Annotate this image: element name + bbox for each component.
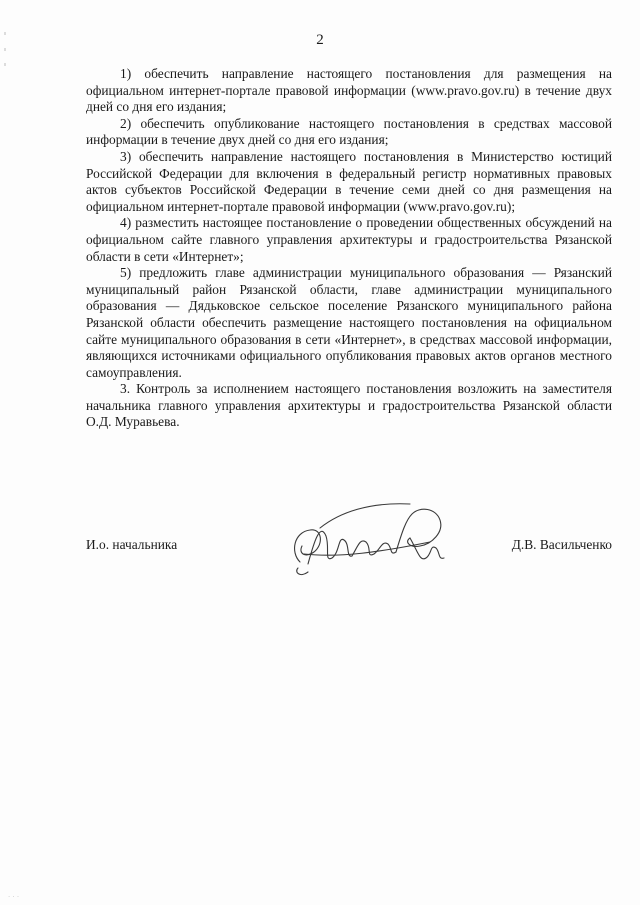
scan-footer-mark: · · · [8,893,20,901]
signatory-title: И.о. начальника [86,537,178,552]
handwritten-signature-icon [280,492,460,592]
paragraph-item-5: 5) предложить главе администрации муниципального образования — Рязанский муниципальный район Рязанской области, главе администрации муниципального образования — Дядьковское сельское поселение Рязанского муниципального района Рязанской области обеспечить размещение настоящего постановления на официальном сайте муниципального образования в сети «Интернет», в средствах массовой информации, являющихся источниками официального опубликования правовых актов органов местного самоуправления. [86,265,612,380]
paragraph-item-1: 1) обеспечить направление настоящего постановления для размещения на официальном интернет-портале правовой информации (www.pravo.gov.ru) в течение двух дней со дня его издания; [86,66,612,115]
document-body [86,66,612,431]
page-number: 2 [316,32,324,48]
paragraph-item-3: 3) обеспечить направление настоящего постановления в Министерство юстиций Российской Федерации для включения в федеральный регистр нормативных правовых актов субъектов Российской Федерации в течение семи дней со дня размещения на официальном интернет-портале правовой информации (www.pravo.gov.ru); [86,148,612,214]
paragraph-control-clause: 3. Контроль за исполнением настоящего постановления возложить на заместителя начальника главного управления архитектуры и градостроительства Рязанской области О.Д. Муравьева. [86,381,612,430]
paragraph-item-2: 2) обеспечить опубликование настоящего постановления в средствах массовой информации в течение двух дней со дня его издания; [86,115,612,148]
paragraph-item-4: 4) разместить настоящее постановление о проведении общественных обсуждений на официальном сайте главного управления архитектуры и градостроительства Рязанской области в сети «Интернет»; [86,215,612,264]
signatory-name: Д.В. Васильченко [511,537,612,552]
